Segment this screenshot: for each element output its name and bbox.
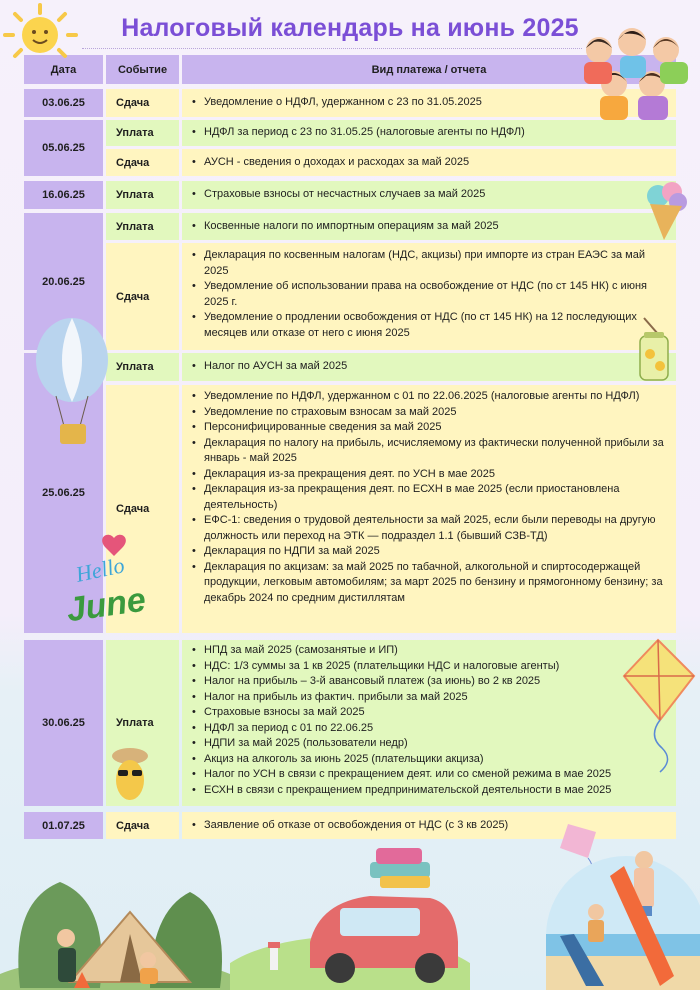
- date-cell: 16.06.25: [24, 181, 103, 209]
- list-item: • Косвенные налоги по импортным операциям за май 2025: [204, 219, 499, 235]
- list-item: • Персонифицированные сведения за май 2025: [204, 420, 668, 436]
- content-cell: [182, 149, 676, 176]
- ice-cream-icon: [640, 180, 692, 242]
- list-item: • НДФЛ за период с 23 по 31.05.25 (налоговые агенты по НДФЛ): [204, 125, 525, 141]
- beach-scene-illustration: [534, 836, 700, 990]
- content-cell: [182, 243, 676, 350]
- event-cell: Сдача: [106, 89, 179, 117]
- list-item: • ЕСХН в связи с прекращением предпринимательской деятельности в мае 2025: [204, 783, 668, 799]
- list-item: • Декларация по налогу на прибыль, исчисляемому из фактически полученной прибыли за январь - май 2025: [204, 436, 668, 467]
- event-cell: Сдача: [106, 812, 179, 839]
- list-item: • Налог на прибыль из фактич. прибыли за май 2025: [204, 690, 668, 706]
- content-cell: [182, 385, 676, 633]
- list-item: • Страховые взносы за май 2025: [204, 705, 668, 721]
- pineapple-mascot-icon: [108, 742, 152, 806]
- list-item: • Уведомление о продлении освобождения от НДС (по ст 145 НК) на 12 последующих месяцев или отказе от него с июня 2025: [204, 310, 668, 341]
- list-item: • Декларация по косвенным налогам (НДС, акцизы) при импорте из стран ЕАЭС за май 2025: [204, 248, 668, 279]
- list-item: • НПД за май 2025 (самозанятые и ИП): [204, 643, 668, 659]
- list-item: • Налог по УСН в связи с прекращением деят. или со сменой режима в мае 2025: [204, 767, 668, 783]
- event-cell: Уплата: [106, 213, 179, 240]
- list-item: • НДС: 1/3 суммы за 1 кв 2025 (плательщики НДС и налоговые агенты): [204, 659, 668, 675]
- list-item: • Уведомление о НДФЛ, удержанном с 23 по 31.05.2025: [204, 95, 482, 111]
- list-item: • Уведомление об использовании права на освобождение от НДС (по ст 145 НК) с июня 2025 г.: [204, 279, 668, 310]
- title-divider: [82, 48, 582, 49]
- list-item: • Уведомление по НДФЛ, удержанном с 01 по 22.06.2025 (налоговые агенты по НДФЛ): [204, 389, 668, 405]
- event-cell: Уплата: [106, 640, 179, 806]
- date-cell: 20.06.25: [24, 213, 103, 350]
- event-cell: Уплата: [106, 181, 179, 209]
- hello-june-sticker: [56, 532, 166, 632]
- event-cell: Сдача: [106, 385, 179, 633]
- list-item: • Страховые взносы от несчастных случаев за май 2025: [204, 187, 485, 203]
- page-title: Налоговый календарь на июнь 2025: [121, 14, 579, 42]
- list-item: • НДФЛ за период с 01 по 22.06.25: [204, 721, 668, 737]
- list-item: • ЕФС-1: сведения о трудовой деятельности за май 2025, если были переводы на другую должность или переход на ЭТК — подраздел 1.1 (бывший СЗВ-ТД): [204, 513, 668, 544]
- event-cell: Уплата: [106, 120, 179, 146]
- content-cell: [182, 181, 676, 209]
- lemonade-jar-icon: [636, 316, 676, 384]
- june-word: June: [64, 580, 149, 630]
- camping-scene-illustration: [0, 842, 230, 990]
- date-cell: 01.07.25: [24, 812, 103, 839]
- header-event: Событие: [106, 55, 179, 84]
- list-item: • Акциз на алкоголь за июнь 2025 (плательщики акциза): [204, 752, 668, 768]
- list-item: • НДПИ за май 2025 (пользователи недр): [204, 736, 668, 752]
- event-cell: Сдача: [106, 149, 179, 176]
- sun-icon: [2, 2, 82, 64]
- list-item: • Налог на прибыль – 3-й авансовый платеж (за июнь) во 2 кв 2025: [204, 674, 668, 690]
- event-cell: Сдача: [106, 243, 179, 350]
- road-trip-car-illustration: [230, 842, 470, 990]
- list-item: • Заявление об отказе от освобождения от НДС (с 3 кв 2025): [204, 818, 508, 834]
- content-cell: [182, 353, 676, 381]
- content-cell: [182, 213, 676, 240]
- event-cell: Уплата: [106, 353, 179, 381]
- list-item: • Декларация из-за прекращения деят. по ЕСХН в мае 2025 (если приостановлена деятельность): [204, 482, 668, 513]
- list-item: • Декларация из-за прекращения деят. по УСН в мае 2025: [204, 467, 668, 483]
- list-item: • АУСН - сведения о доходах и расходах за май 2025: [204, 155, 469, 171]
- list-item: • Уведомление по страховым взносам за май 2025: [204, 405, 668, 421]
- kite-icon: [598, 636, 698, 776]
- date-cell: 30.06.25: [24, 640, 103, 806]
- date-cell: 03.06.25: [24, 89, 103, 117]
- date-cell: 25.06.25: [24, 353, 103, 633]
- hot-air-balloon-icon: [30, 316, 114, 448]
- list-item: • Налог по АУСН за май 2025: [204, 359, 347, 375]
- date-cell: 05.06.25: [24, 120, 103, 176]
- list-item: • Декларация по акцизам: за май 2025 по табачной, алкогольной и спиртосодержащей продукции, легковым автомобилям; за март 2025 по бензину и прямогонному бензину; за декабрь 2024 по средним дистиллятам: [204, 560, 668, 607]
- children-illustration: [574, 12, 694, 124]
- hello-word: Hello: [73, 552, 127, 587]
- list-item: • Декларация по НДПИ за май 2025: [204, 544, 668, 560]
- header-type: Вид платежа / отчета: [182, 55, 676, 84]
- header-date: Дата: [24, 55, 103, 84]
